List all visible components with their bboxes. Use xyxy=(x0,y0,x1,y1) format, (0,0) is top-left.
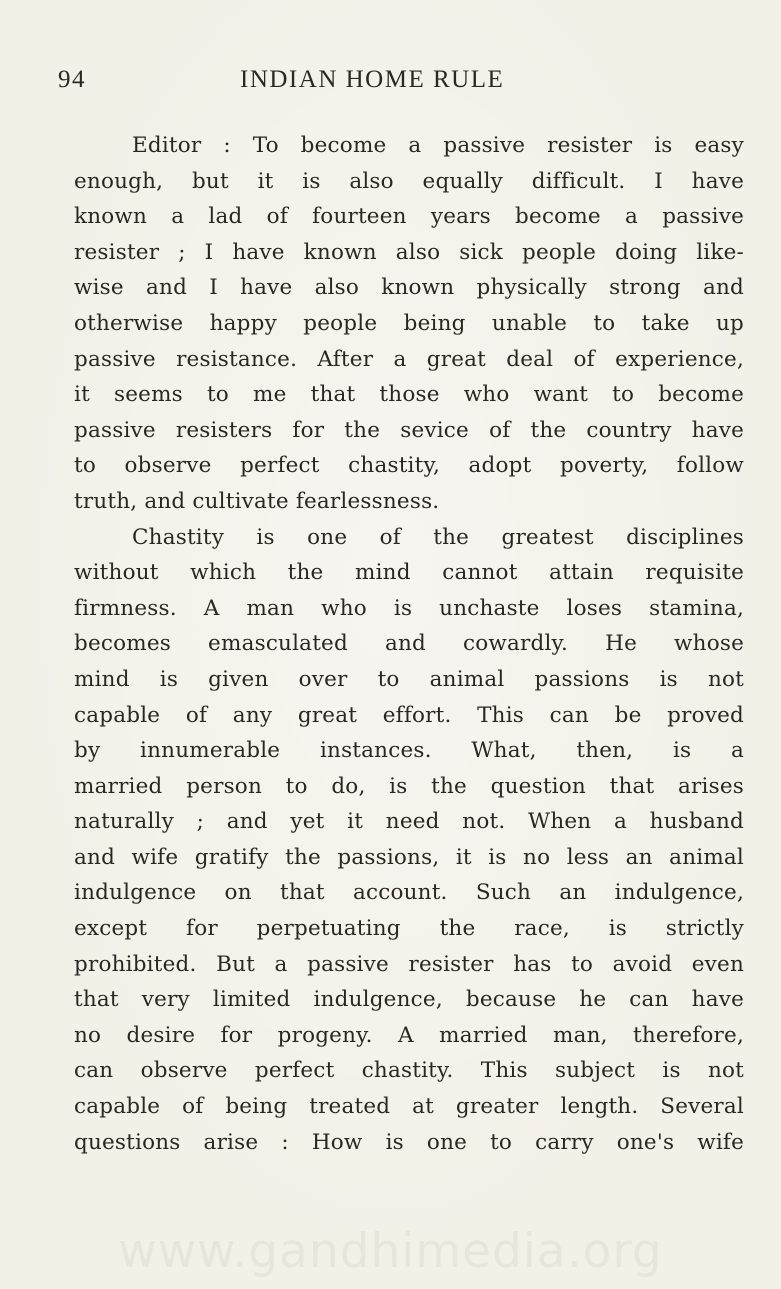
paragraph-1-line-11: truth, and cultivate fearlessness. xyxy=(74,488,440,514)
paragraph-1-line-7: passive resistance. After a great deal of experience, xyxy=(74,346,744,372)
paragraph-2-line-6: capable of any great effort. This can be proved xyxy=(74,702,744,728)
paragraph-2-line-4: becomes emasculated and cowardly. He whose xyxy=(74,631,744,657)
paragraph-1-line-8: it seems to me that those who want to become xyxy=(74,382,744,408)
paragraph-2-line-11: indulgence on that account. Such an indulgence, xyxy=(74,880,744,906)
paragraph-1-line-2: enough, but it is also equally difficult. I have xyxy=(74,168,744,194)
paragraph-2-line-16: can observe perfect chastity. This subject is not xyxy=(74,1058,744,1084)
paragraph-2-line-3: firmness. A man who is unchaste loses stamina, xyxy=(74,595,744,621)
paragraph-2-line-15: no desire for progeny. A married man, therefore, xyxy=(74,1022,744,1048)
paragraph-1-line-3: known a lad of fourteen years become a passive xyxy=(74,204,744,230)
paragraph-1-line-10: to observe perfect chastity, adopt poverty, follow xyxy=(74,453,744,479)
paragraph-2-line-7: by innumerable instances. What, then, is a xyxy=(74,738,744,764)
paragraph-2-line-12: except for perpetuating the race, is strictly xyxy=(74,916,744,942)
paragraph-1-line-6: otherwise happy people being unable to take up xyxy=(74,310,744,336)
paragraph-2-line-17: capable of being treated at greater length. Several xyxy=(74,1094,744,1120)
running-title: INDIAN HOME RULE xyxy=(240,66,505,93)
paragraph-1-line-9: passive resisters for the sevice of the country have xyxy=(74,417,744,443)
paragraph-2-line-14: that very limited indulgence, because he can have xyxy=(74,987,744,1013)
paragraph-1-line-1: Editor : To become a passive resister is easy xyxy=(132,133,744,158)
paragraph-2-line-8: married person to do, is the question that arises xyxy=(74,773,744,799)
watermark-url: www.gandhimedia.org xyxy=(118,1224,663,1279)
paragraph-2-line-2: without which the mind cannot attain requisite xyxy=(74,560,744,586)
paragraph-2-line-1: Chastity is one of the greatest disciplines xyxy=(132,524,744,550)
paragraph-2-line-10: and wife gratify the passions, it is no less an animal xyxy=(74,844,744,870)
running-head xyxy=(56,64,746,100)
body-text xyxy=(74,128,744,1160)
paragraph-2-line-13: prohibited. But a passive resister has to avoid even xyxy=(74,951,744,977)
page-number: 94 xyxy=(58,66,86,93)
paragraph-1-line-4: resister ; I have known also sick people doing like- xyxy=(74,239,744,265)
paragraph-2-line-18: questions arise : How is one to carry one's wife xyxy=(74,1129,744,1155)
paragraph-2-line-5: mind is given over to animal passions is not xyxy=(74,666,744,692)
paragraph-2-line-9: naturally ; and yet it need not. When a husband xyxy=(74,809,744,835)
paragraph-1-line-5: wise and I have also known physically strong and xyxy=(74,275,744,301)
